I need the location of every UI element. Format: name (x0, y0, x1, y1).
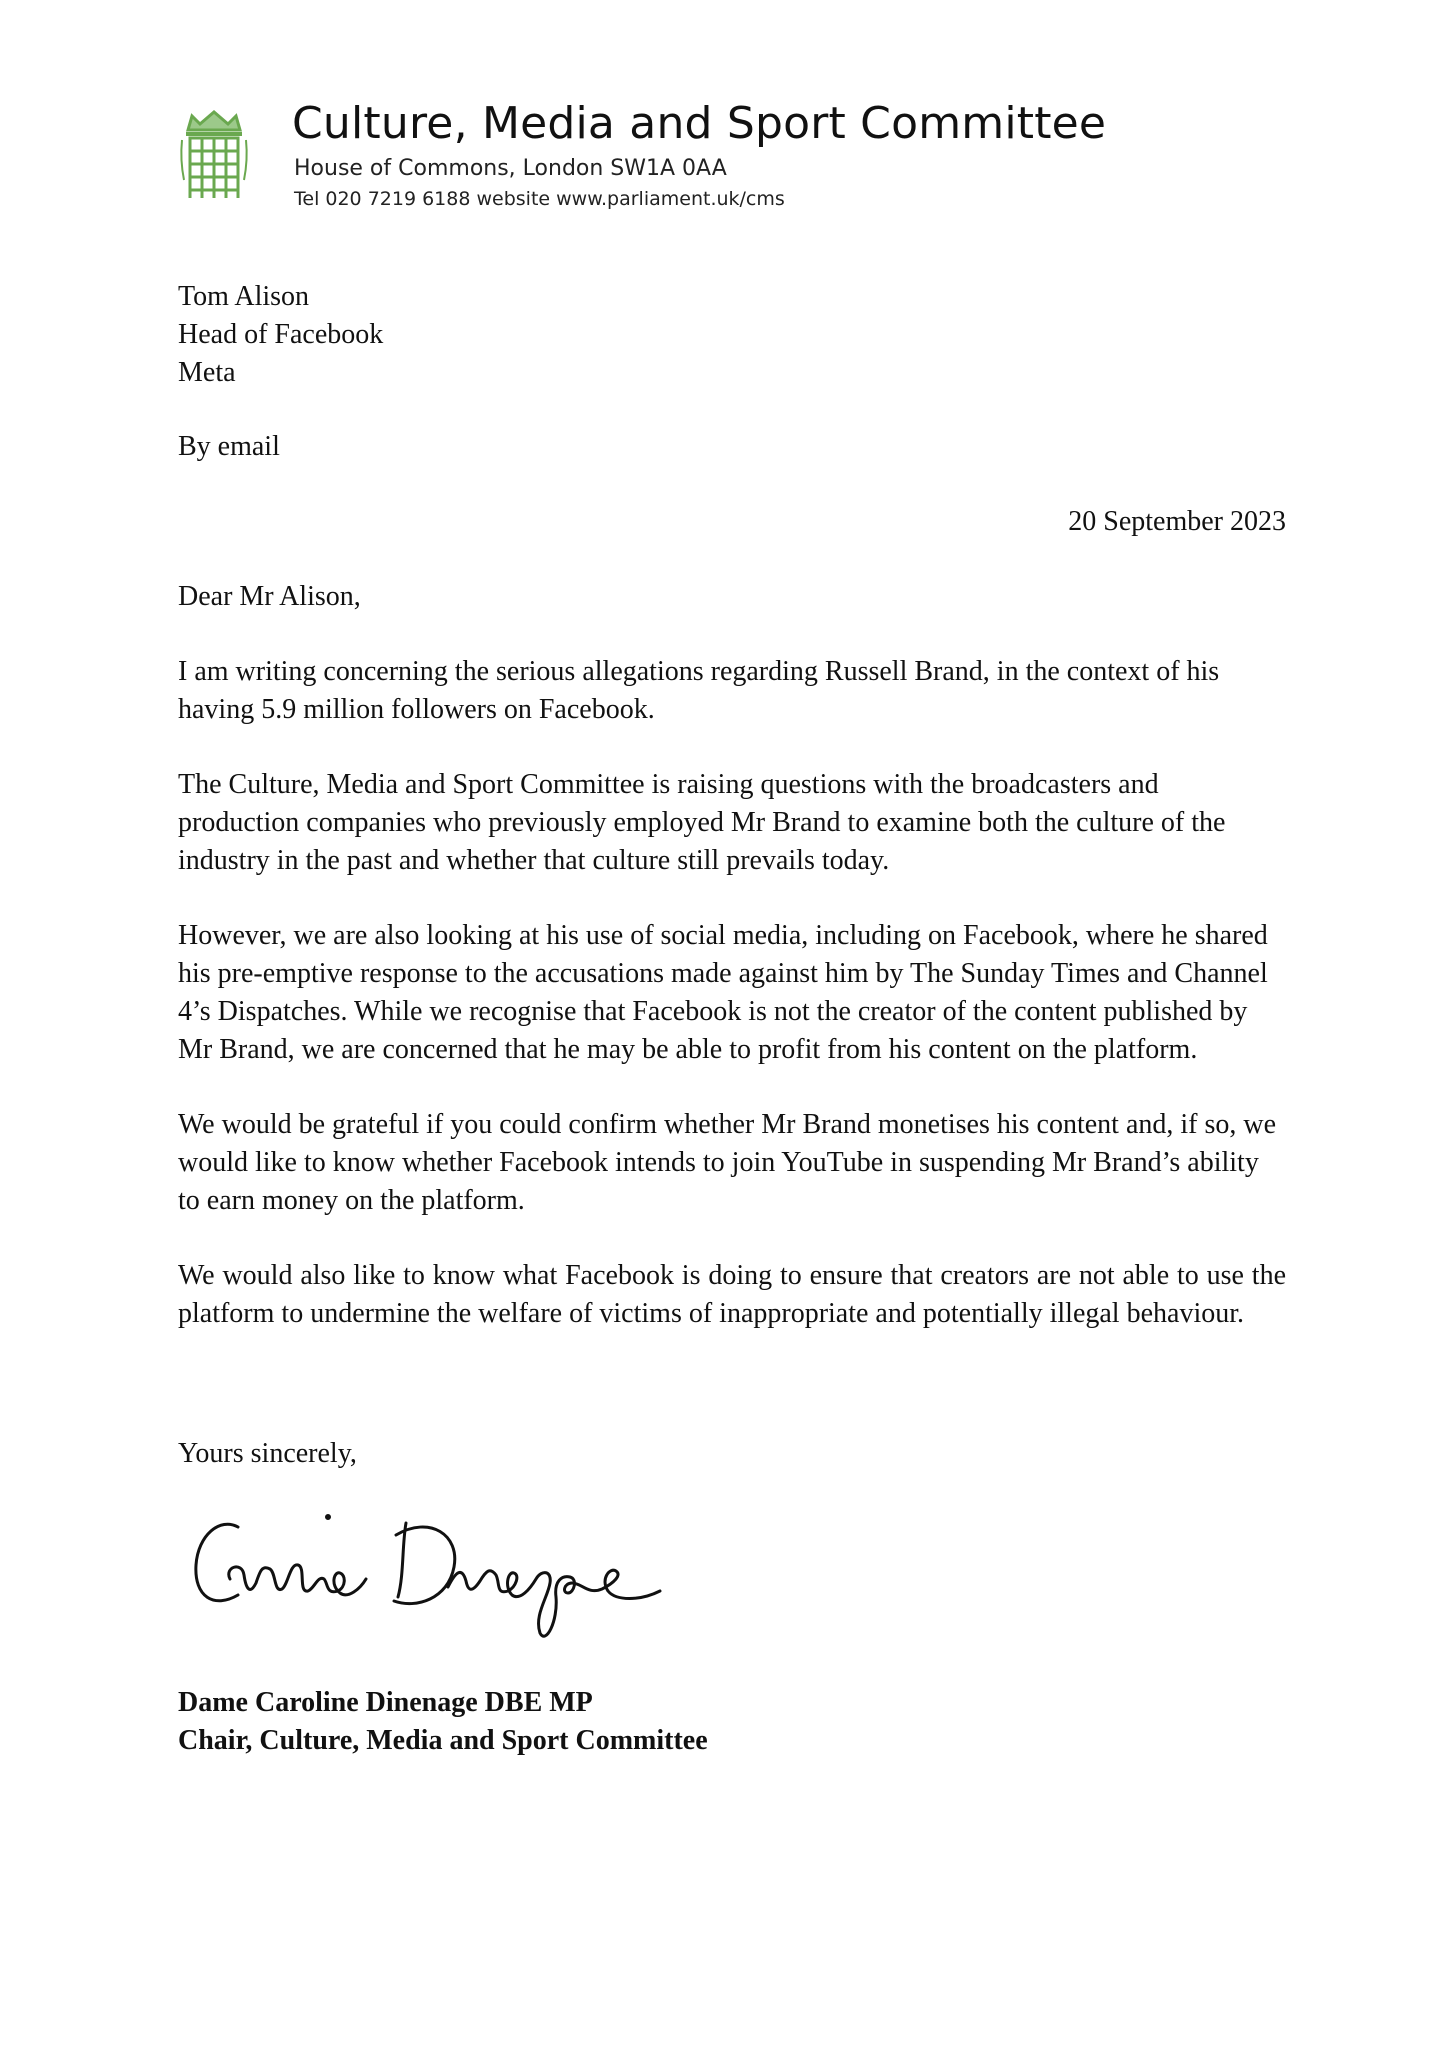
portcullis-icon (178, 110, 250, 200)
body-paragraph-2: The Culture, Media and Sport Committee is raising questions with the broadcasters and production companies who previously employed Mr Brand to examine both the culture of the industry in the past and whether that culture still prevails today. (178, 769, 1226, 876)
letter-body (178, 653, 1286, 1370)
committee-title: Culture, Media and Sport Committee (292, 98, 1107, 149)
body-paragraph-1: I am writing concerning the serious allegations regarding Russell Brand, in the context of his having 5.9 million followers on Facebook. (178, 656, 1220, 725)
recipient-block (178, 278, 383, 392)
body-paragraph-5: We would also like to know what Facebook is doing to ensure that creators are not able to use the platform to undermine the welfare of victims of inappropriate and potentially illegal behaviour. (178, 1260, 1286, 1329)
recipient-name: Tom Alison (178, 281, 310, 312)
committee-contact: Tel 020 7219 6188 website www.parliament.uk/cms (294, 188, 785, 210)
signatory-name: Dame Caroline Dinenage DBE MP (178, 1687, 593, 1718)
closing: Yours sincerely, (178, 1438, 357, 1469)
letter-date: 20 September 2023 (1068, 506, 1286, 537)
recipient-title: Head of Facebook (178, 319, 384, 350)
delivery-method: By email (178, 431, 280, 462)
letterhead (178, 100, 1278, 210)
signatory-role: Chair, Culture, Media and Sport Committee (178, 1725, 708, 1756)
signature-image (190, 1505, 730, 1645)
salutation: Dear Mr Alison, (178, 581, 361, 612)
committee-address: House of Commons, London SW1A 0AA (294, 156, 727, 181)
body-paragraph-3: However, we are also looking at his use of social media, including on Facebook, where he shared his pre-emptive response to the accusations made against him by The Sunday Times and Channel 4’s Dispatches. While we recognise that Facebook is not the creator of the content published by Mr Brand, we are concerned that he may be able to profit from his content on the platform. (178, 920, 1268, 1065)
recipient-organisation: Meta (178, 357, 236, 388)
body-paragraph-4: We would be grateful if you could confirm whether Mr Brand monetises his content and, if so, we would like to know whether Facebook intends to join YouTube in suspending Mr Brand’s ability to earn money on the platform. (178, 1109, 1277, 1216)
